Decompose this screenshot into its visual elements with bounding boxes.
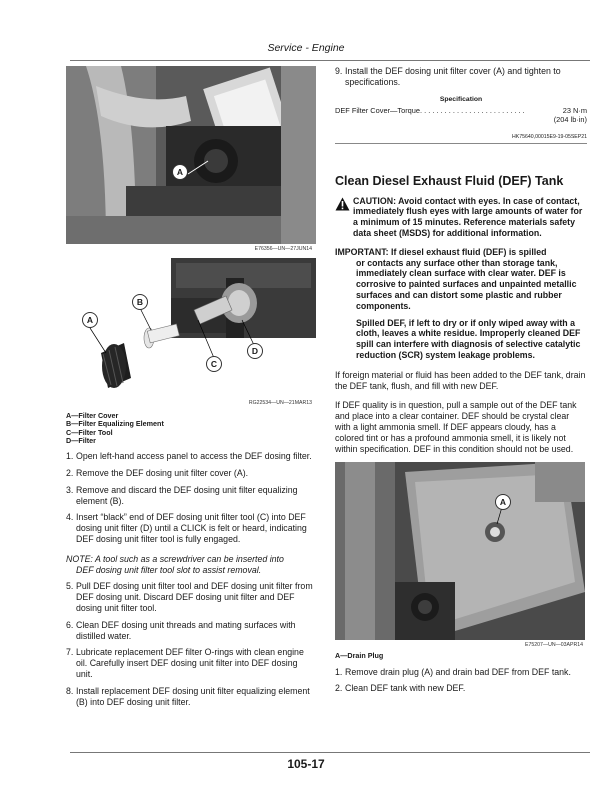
callout-a: A bbox=[495, 494, 511, 510]
list-item bbox=[335, 683, 587, 694]
step-number: 8. bbox=[66, 685, 74, 696]
step-text: Insert “black” end of DEF dosing unit filter tool (C) into DEF dosing unit filter (D) until a CLICK is felt or heard, indicating DEF dosing unit filter tool is fully engaged. bbox=[76, 512, 307, 544]
spec-value-imperial: (204 lb·in) bbox=[553, 114, 587, 124]
step-text: Install replacement DEF dosing unit filter equalizing element (B) into DEF dosing unit filter. bbox=[76, 685, 310, 707]
list-item bbox=[66, 485, 316, 507]
step-text: Pull DEF dosing unit filter tool and DEF dosing unit filter from DEF dosing unit. Discard DEF dosing unit filter and DEF dosing unit filter tool. bbox=[76, 581, 313, 613]
procedure-steps bbox=[66, 451, 316, 545]
figure-drain-plug-photo bbox=[335, 462, 585, 640]
list-item bbox=[66, 468, 316, 479]
callout-a: A bbox=[82, 312, 98, 328]
figure-filter-cover-photo bbox=[66, 66, 316, 244]
list-item bbox=[66, 647, 316, 679]
document-id: HK75640,00015E9-19-05SEP21 bbox=[512, 133, 587, 140]
list-item bbox=[335, 66, 587, 88]
left-column bbox=[66, 66, 316, 707]
spec-row bbox=[335, 106, 587, 115]
spec-value: 23 N·m bbox=[562, 105, 587, 115]
step-number: 3. bbox=[66, 484, 74, 495]
step-number: 6. bbox=[66, 619, 74, 630]
paragraph: If DEF quality is in question, pull a sample out of the DEF tank and place into a clear container. DEF should be crystal clear with a light ammonia smell. If DEF appears cloudy, has a colored tint or has a profound ammonia smell, it is likely not within specification. DEF in this condition should not be used. bbox=[335, 400, 577, 454]
important-text: or contacts any surface other than storage tank, immediately clean surface with clear water. DEF is corrosive to painted surfaces and unpainted metallic surfaces and can distort some plastic and rubber components. bbox=[356, 257, 577, 311]
important-text: Spilled DEF, if left to dry or if only wiped away with a cloth, leaves a white residue. Improperly cleaned DEF spill can interfere with diagnosis of selective catalytic reduction (SCR) system leakage problems. bbox=[356, 317, 581, 360]
footer-divider bbox=[70, 752, 590, 753]
legend-item: A—Drain Plug bbox=[335, 651, 384, 661]
step-number: 2. bbox=[66, 467, 74, 478]
caution-text: CAUTION: Avoid contact with eyes. In case of contact, immediately flush eyes with large amounts of water for a minimum of 15 minutes. Reference materials safety data sheet (MSDS) for additional information. bbox=[353, 195, 583, 238]
step-number: 1. bbox=[66, 451, 74, 462]
figure-legend bbox=[335, 652, 587, 660]
engine-photo-illustration bbox=[66, 66, 316, 244]
filter-exploded-illustration bbox=[66, 258, 316, 398]
figure-legend bbox=[66, 412, 316, 445]
step-text: Install the DEF dosing unit filter cover (A) and tighten to specifications. bbox=[345, 66, 561, 87]
figure-caption: RG22534—UN—21MAR13 bbox=[248, 400, 312, 406]
step-text: Lubricate replacement DEF filter O-rings with clean engine oil. Carefully insert DEF dosing unit filter into DEF dosing unit. bbox=[76, 647, 304, 679]
page-number: 105-17 bbox=[287, 757, 325, 771]
list-item bbox=[66, 686, 316, 708]
procedure-steps bbox=[66, 581, 316, 707]
header-divider bbox=[70, 60, 590, 61]
important-block bbox=[335, 247, 587, 361]
step-number: 5. bbox=[66, 581, 74, 592]
list-item bbox=[66, 620, 316, 642]
list-item bbox=[335, 667, 587, 678]
step-text: Remove the DEF dosing unit filter cover (A). bbox=[76, 467, 249, 478]
callout-b: B bbox=[132, 294, 148, 310]
paragraph: If foreign material or fluid has been added to the DEF tank, drain the DEF tank, flush, and fill with new DEF. bbox=[335, 369, 586, 391]
page-header-title: Service - Engine bbox=[267, 42, 345, 54]
note-line: DEF dosing unit filter tool slot to assist removal. bbox=[76, 564, 262, 575]
step-number: 9. bbox=[335, 66, 343, 76]
list-item bbox=[66, 512, 316, 544]
note bbox=[66, 554, 316, 576]
list-item bbox=[66, 581, 316, 613]
warning-triangle-icon bbox=[335, 196, 353, 239]
def-tank-photo-illustration bbox=[335, 462, 585, 640]
callout-c: C bbox=[206, 356, 222, 372]
note-line: NOTE: A tool such as a screwdriver can be inserted into bbox=[66, 553, 284, 564]
figure-filter-exploded-view bbox=[66, 258, 316, 398]
step-number: 1. bbox=[335, 666, 343, 677]
important-text: If diesel exhaust fluid (DEF) is spilled bbox=[391, 246, 547, 257]
legend-item: D—Filter bbox=[66, 435, 96, 445]
legend-item: B—Filter Equalizing Element bbox=[66, 419, 164, 429]
step-number: 2. bbox=[335, 683, 343, 694]
step-number: 4. bbox=[66, 512, 74, 523]
step-text: Clean DEF tank with new DEF. bbox=[345, 683, 466, 694]
caution-block bbox=[335, 196, 587, 239]
step-text: Remove drain plug (A) and drain bad DEF from DEF tank. bbox=[345, 666, 571, 677]
step-text: Open left-hand access panel to access the DEF dosing filter. bbox=[76, 451, 312, 462]
list-item bbox=[66, 451, 316, 462]
callout-a: A bbox=[172, 164, 188, 180]
step-text: Remove and discard the DEF dosing unit filter equalizing element (B). bbox=[76, 484, 298, 506]
right-column bbox=[335, 66, 587, 694]
step-text: Clean DEF dosing unit threads and mating surfaces with distilled water. bbox=[76, 619, 296, 641]
legend-item: C—Filter Tool bbox=[66, 427, 113, 437]
spec-title: Specification bbox=[439, 95, 483, 103]
procedure-steps bbox=[335, 66, 587, 88]
important-label: IMPORTANT: bbox=[335, 246, 389, 257]
procedure-steps bbox=[335, 667, 587, 695]
figure-caption: E75207—UN—03APR14 bbox=[525, 642, 583, 649]
callout-d: D bbox=[247, 343, 263, 359]
legend-item: A—Filter Cover bbox=[66, 411, 119, 420]
step-number: 7. bbox=[66, 647, 74, 658]
section-title: Clean Diesel Exhaust Fluid (DEF) Tank bbox=[335, 173, 564, 188]
section-divider bbox=[335, 143, 587, 144]
spec-label: DEF Filter Cover—Torque. . . . . . . . . . . . . . . . . . . . . . . . . . bbox=[335, 105, 525, 115]
figure-caption: E76356—UN—27JUN14 bbox=[254, 246, 312, 252]
